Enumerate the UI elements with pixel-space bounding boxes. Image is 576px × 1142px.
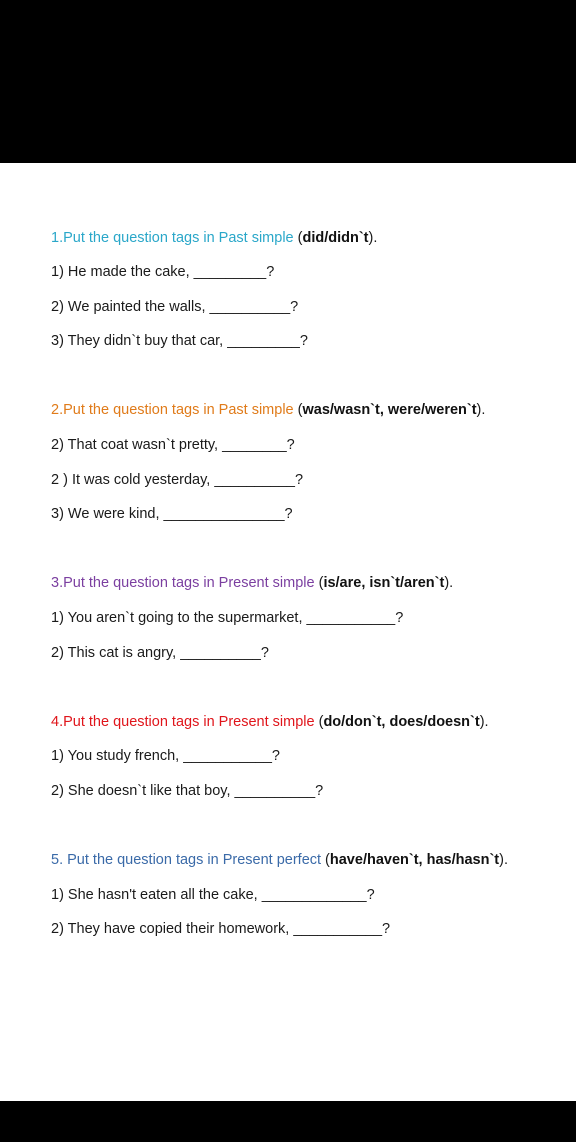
exercise-item: 2) That coat wasn`t pretty, ________? <box>51 437 295 453</box>
section-number: 5. <box>51 852 68 868</box>
tag-hint: is/are, isn`t/aren`t <box>323 575 445 591</box>
hint-close: ). <box>476 402 486 418</box>
hint-close: ). <box>444 575 454 591</box>
tag-hint: do/don`t, does/doesn`t <box>323 714 480 730</box>
hint-open: ( <box>314 575 324 591</box>
exercise-item: 2) She doesn`t like that boy, __________? <box>51 783 324 799</box>
bottom-black-bar <box>0 1101 576 1142</box>
section-number: 4. <box>51 714 64 730</box>
section-number: 1. <box>51 230 64 246</box>
section-4-heading <box>51 713 489 731</box>
hint-close: ). <box>499 852 508 868</box>
section-2-heading <box>51 401 485 419</box>
tag-hint: was/wasn`t, were/weren`t <box>302 402 477 418</box>
exercise-item: 2 ) It was cold yesterday, __________? <box>51 472 304 488</box>
section-number: 2. <box>51 402 64 418</box>
section-instruction: Put the question tags in Present perfect <box>67 852 322 868</box>
exercise-item: 1) You study french, ___________? <box>51 748 280 764</box>
exercise-item: 2) This cat is angry, __________? <box>51 645 269 661</box>
hint-open: ( <box>293 402 303 418</box>
exercise-item: 1) He made the cake, _________? <box>51 264 275 280</box>
exercise-item: 3) We were kind, _______________? <box>51 506 293 522</box>
exercise-item: 2) They have copied their homework, ___________? <box>51 921 391 937</box>
exercise-item: 3) They didn`t buy that car, _________? <box>51 333 308 349</box>
exercise-item: 1) You aren`t going to the supermarket, ___________? <box>51 610 404 626</box>
hint-close: ). <box>479 714 489 730</box>
top-black-bar <box>0 0 576 163</box>
section-number: 3. <box>51 575 64 591</box>
section-instruction: Put the question tags in Past simple <box>63 230 294 246</box>
section-5-heading <box>51 851 508 869</box>
tag-hint: did/didn`t <box>302 230 369 246</box>
section-1-heading <box>51 229 377 247</box>
section-instruction: Put the question tags in Present simple <box>63 575 315 591</box>
section-instruction: Put the question tags in Past simple <box>63 402 294 418</box>
hint-open: ( <box>314 714 324 730</box>
hint-close: ). <box>368 230 378 246</box>
exercise-item: 2) We painted the walls, __________? <box>51 299 299 315</box>
section-3-heading <box>51 574 453 592</box>
exercise-item: 1) She hasn't eaten all the cake, _____________? <box>51 887 375 903</box>
hint-open: ( <box>321 852 330 868</box>
hint-open: ( <box>293 230 303 246</box>
section-instruction: Put the question tags in Present simple <box>63 714 315 730</box>
tag-hint: have/haven`t, has/hasn`t <box>329 852 500 868</box>
